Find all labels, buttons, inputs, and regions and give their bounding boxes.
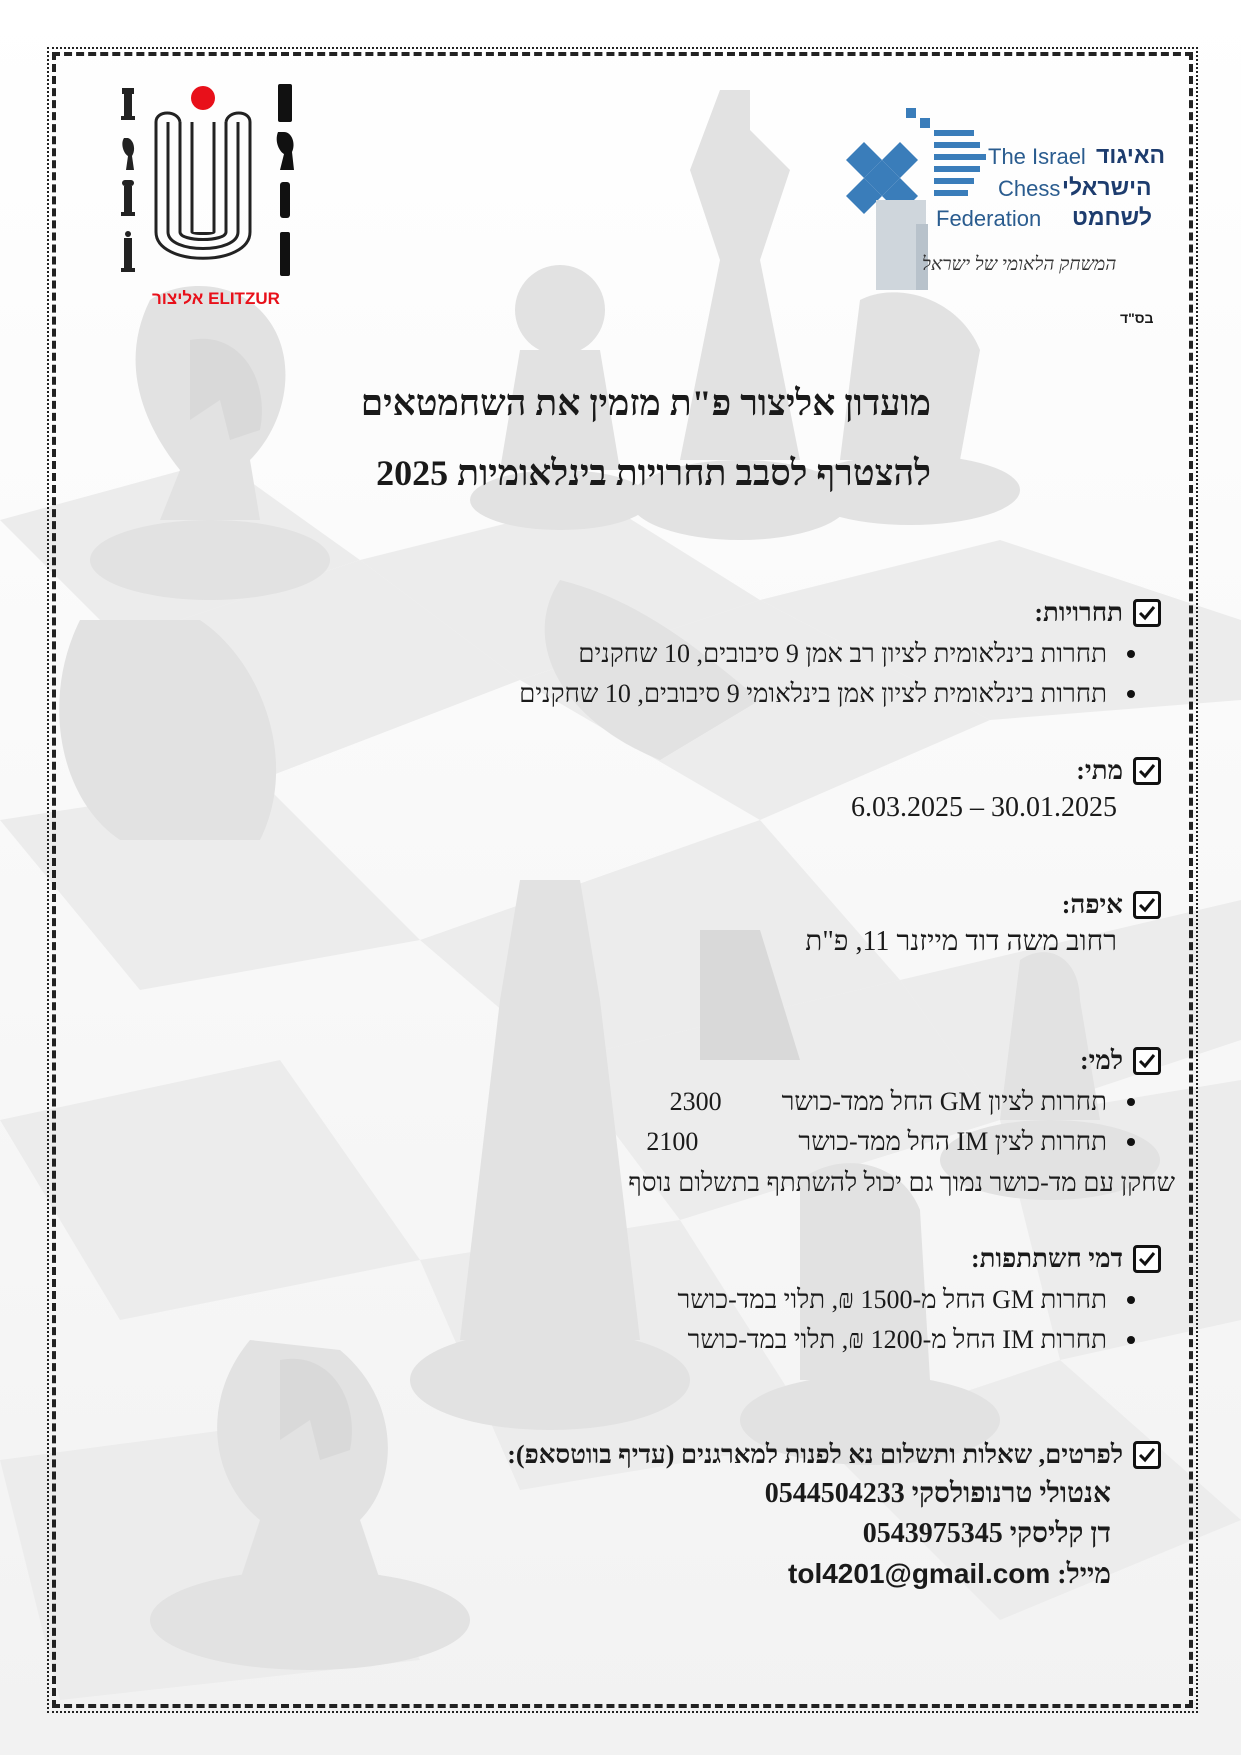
- section-heading: דמי חשתתפות:: [970, 1244, 1123, 1273]
- section-tournaments: [519, 598, 1161, 714]
- checkbox-checked-icon: [1133, 1441, 1161, 1469]
- list-item: תחרות בינלאומית לציון רב אמן 9 סיבובים, 10 שחקנים: [519, 634, 1135, 674]
- checkbox-checked-icon: [1133, 1245, 1161, 1273]
- fed-he-line3: לשחמט: [1072, 204, 1153, 230]
- section-when: [851, 756, 1161, 824]
- contact-person-2: דן קליסקי 0543975345: [862, 1518, 1111, 1549]
- list-item: תחרות בינלאומית לציון אמן בינלאומי 9 סיבובים, 10 שחקנים: [519, 674, 1135, 714]
- date-range: 6.03.2025 – 30.01.2025: [851, 792, 1117, 823]
- section-contact: [507, 1440, 1161, 1591]
- eligibility-text: תחרות לצין IM החל ממד-כושר: [798, 1127, 1107, 1156]
- fed-slogan: המשחק הלאומי של ישראל: [922, 254, 1117, 275]
- fed-he-line1: האיגוד: [1096, 142, 1166, 168]
- eligibility-note: שחקן עם מד-כושר נמוך גם יכול להשתתף בתשלום נוסף: [628, 1168, 1175, 1197]
- elitzur-club-logo: [118, 82, 304, 314]
- section-where: [805, 890, 1161, 958]
- section-heading: תחרויות:: [1034, 598, 1123, 627]
- page-title-line2: להצטרף לסבב תחרויות בינלאומיות 2025: [376, 453, 931, 493]
- list-item: [628, 1122, 1135, 1162]
- fed-en-line1: The Israel: [988, 144, 1086, 169]
- section-heading: איפה:: [1061, 890, 1123, 919]
- rating-value: 2100: [646, 1127, 699, 1156]
- bsd-mark: בס"ד: [1120, 310, 1154, 326]
- checkbox-checked-icon: [1133, 891, 1161, 919]
- list-item: [628, 1082, 1135, 1122]
- section-heading: לפרטים, שאלות ותשלום נא לפנות למארגנים (עדיף בווטסאפ):: [507, 1440, 1123, 1469]
- club-logo-text: אליצור ELITZUR: [152, 289, 280, 308]
- contact-email-row: [507, 1558, 1111, 1591]
- list-item: תחרות IM החל מ-1200 ₪, תלוי במד-כושר: [678, 1320, 1135, 1360]
- checkbox-checked-icon: [1133, 599, 1161, 627]
- section-who: [628, 1046, 1175, 1198]
- fed-en-line3: Federation: [936, 206, 1042, 231]
- section-heading: מתי:: [1076, 756, 1123, 785]
- email-label: מייל:: [1057, 1559, 1111, 1590]
- checkbox-checked-icon: [1133, 1047, 1161, 1075]
- contact-person-1: אנטולי טרנופולסקי 0544504233: [764, 1478, 1111, 1509]
- rook-piece-icon: [121, 88, 135, 272]
- fed-en-line2: Chess: [998, 176, 1061, 201]
- black-pieces-icon: [277, 84, 294, 276]
- checkbox-checked-icon: [1133, 757, 1161, 785]
- page-title-line1: מועדון אליצור פ"ת מזמין את השחמטאים: [360, 383, 931, 423]
- israel-chess-federation-logo: [836, 104, 1166, 300]
- eligibility-text: תחרות לציון GM החל ממד-כושר: [781, 1087, 1107, 1116]
- address: רחוב משה דוד מייזנר 11, פ"ת: [805, 926, 1117, 957]
- fed-he-line2: הישראלי: [1062, 174, 1152, 200]
- section-fees: [678, 1244, 1161, 1360]
- list-item: תחרות GM החל מ-1500 ₪, תלוי במד-כושר: [678, 1280, 1135, 1320]
- rating-value: 2300: [669, 1087, 722, 1116]
- email-link[interactable]: tol4201@gmail.com: [788, 1558, 1051, 1589]
- section-heading: למי:: [1079, 1046, 1123, 1075]
